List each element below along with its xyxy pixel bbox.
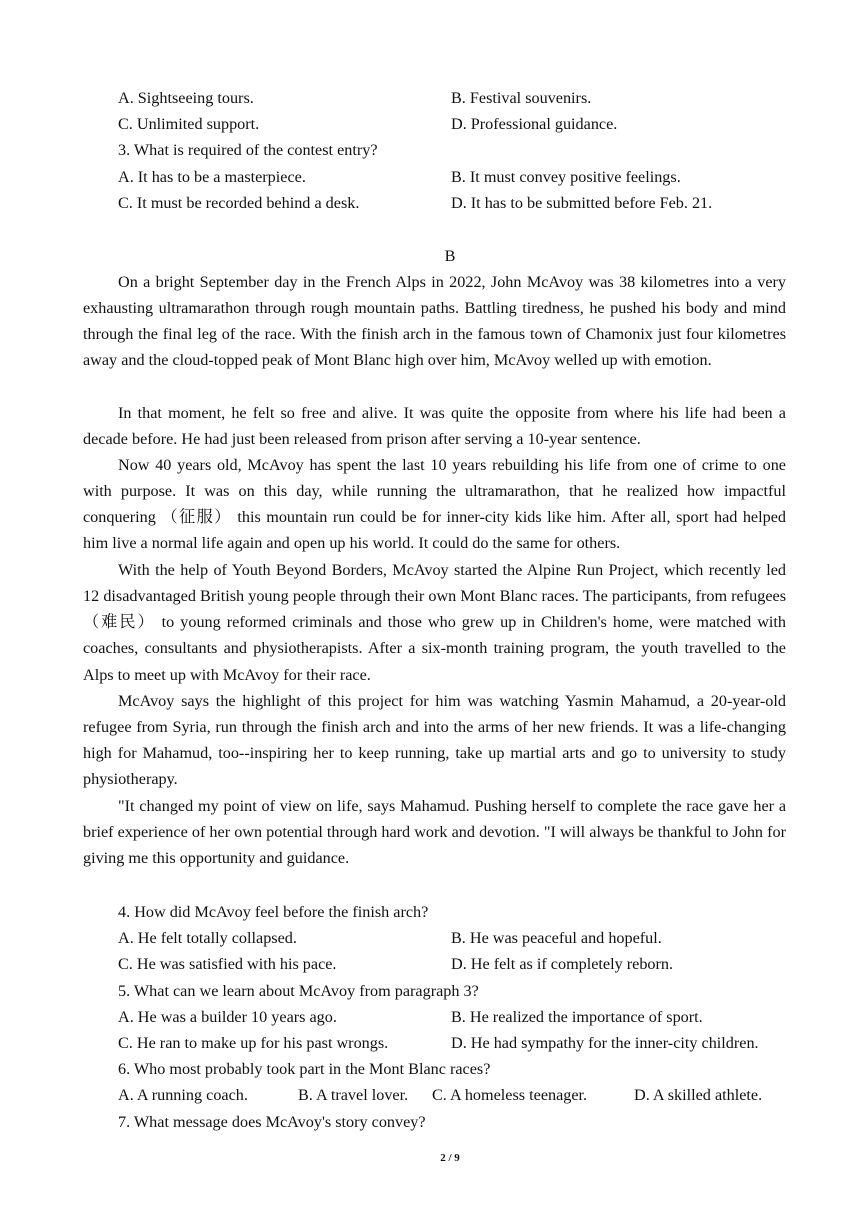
- q3-option-c: C. It must be recorded behind a desk.: [118, 194, 360, 212]
- q5-option-b: B. He realized the importance of sport.: [451, 1008, 703, 1026]
- q5-stem: 5. What can we learn about McAvoy from paragraph 3?: [118, 982, 479, 1000]
- passage-paragraph-4: With the help of Youth Beyond Borders, McAvoy started the Alpine Run Project, which recently led 12 disadvantaged British young people through their own Mont Blanc races. The participants, from refugees （难民） to young reformed criminals and those who grew up in Children's home, were matched with coaches, consultants and physiotherapists. After a six-month training program, the youth travelled to the Alps to meet up with McAvoy for their race.: [83, 561, 786, 684]
- q2-option-d: D. Professional guidance.: [451, 115, 618, 133]
- q5-option-c: C. He ran to make up for his past wrongs.: [118, 1034, 389, 1052]
- passage-paragraph-6: "It changed my point of view on life, says Mahamud. Pushing herself to complete the race gave her a brief experience of her own potential through hard work and devotion. "I will always be thankful to John for giving me this opportunity and guidance.: [83, 797, 786, 868]
- q2-option-b: B. Festival souvenirs.: [451, 89, 592, 107]
- page-number: 2 / 9: [440, 1152, 460, 1164]
- q4-option-a: A. He felt totally collapsed.: [118, 929, 297, 947]
- q7-stem: 7. What message does McAvoy's story convey?: [118, 1113, 426, 1131]
- q5-option-a: A. He was a builder 10 years ago.: [118, 1008, 337, 1026]
- q2-option-a: A. Sightseeing tours.: [118, 89, 254, 107]
- q6-stem: 6. Who most probably took part in the Mont Blanc races?: [118, 1060, 491, 1078]
- q4-option-b: B. He was peaceful and hopeful.: [451, 929, 662, 947]
- q4-option-c: C. He was satisfied with his pace.: [118, 955, 337, 973]
- passage-paragraph-2: In that moment, he felt so free and alive. It was quite the opposite from where his life had been a decade before. He had just been released from prison after serving a 10-year sentence.: [83, 404, 786, 449]
- q2-option-c: C. Unlimited support.: [118, 115, 260, 133]
- q4-option-d: D. He felt as if completely reborn.: [451, 955, 674, 973]
- passage-paragraph-5: McAvoy says the highlight of this project for him was watching Yasmin Mahamud, a 20-year-old refugee from Syria, run through the finish arch and into the arms of her new friends. It was a life-changing high for Mahamud, too--inspiring her to keep running, take up martial arts and go to university to study physiotherapy.: [83, 692, 786, 789]
- q3-option-b: B. It must convey positive feelings.: [451, 168, 681, 186]
- q3-option-a: A. It has to be a masterpiece.: [118, 168, 306, 186]
- q4-stem: 4. How did McAvoy feel before the finish arch?: [118, 903, 429, 921]
- q3-stem: 3. What is required of the contest entry?: [118, 141, 378, 159]
- q6-option-d: D. A skilled athlete.: [634, 1086, 763, 1104]
- q5-option-d: D. He had sympathy for the inner-city children.: [451, 1034, 759, 1052]
- q3-option-d: D. It has to be submitted before Feb. 21.: [451, 194, 713, 212]
- q6-option-a: A. A running coach.: [118, 1086, 248, 1104]
- q6-option-b: B. A travel lover.: [298, 1086, 409, 1104]
- passage-paragraph-1: On a bright September day in the French Alps in 2022, John McAvoy was 38 kilometres into a very exhausting ultramarathon through rough mountain paths. Battling tiredness, he pushed his body and mind through the final leg of the race. With the finish arch in the famous town of Chamonix just four kilometres away and the cloud-topped peak of Mont Blanc high over him, McAvoy welled up with emotion.: [83, 273, 786, 370]
- section-heading: B: [444, 247, 456, 265]
- passage-paragraph-3: Now 40 years old, McAvoy has spent the last 10 years rebuilding his life from one of crime to one with purpose. It was on this day, while running the ultramarathon, that he realized how impactful conquering （征服） this mountain run could be for inner-city kids like him. After all, sport had helped him live a normal life again and open up his world. It could do the same for others.: [83, 456, 786, 553]
- q6-option-c: C. A homeless teenager.: [432, 1086, 588, 1104]
